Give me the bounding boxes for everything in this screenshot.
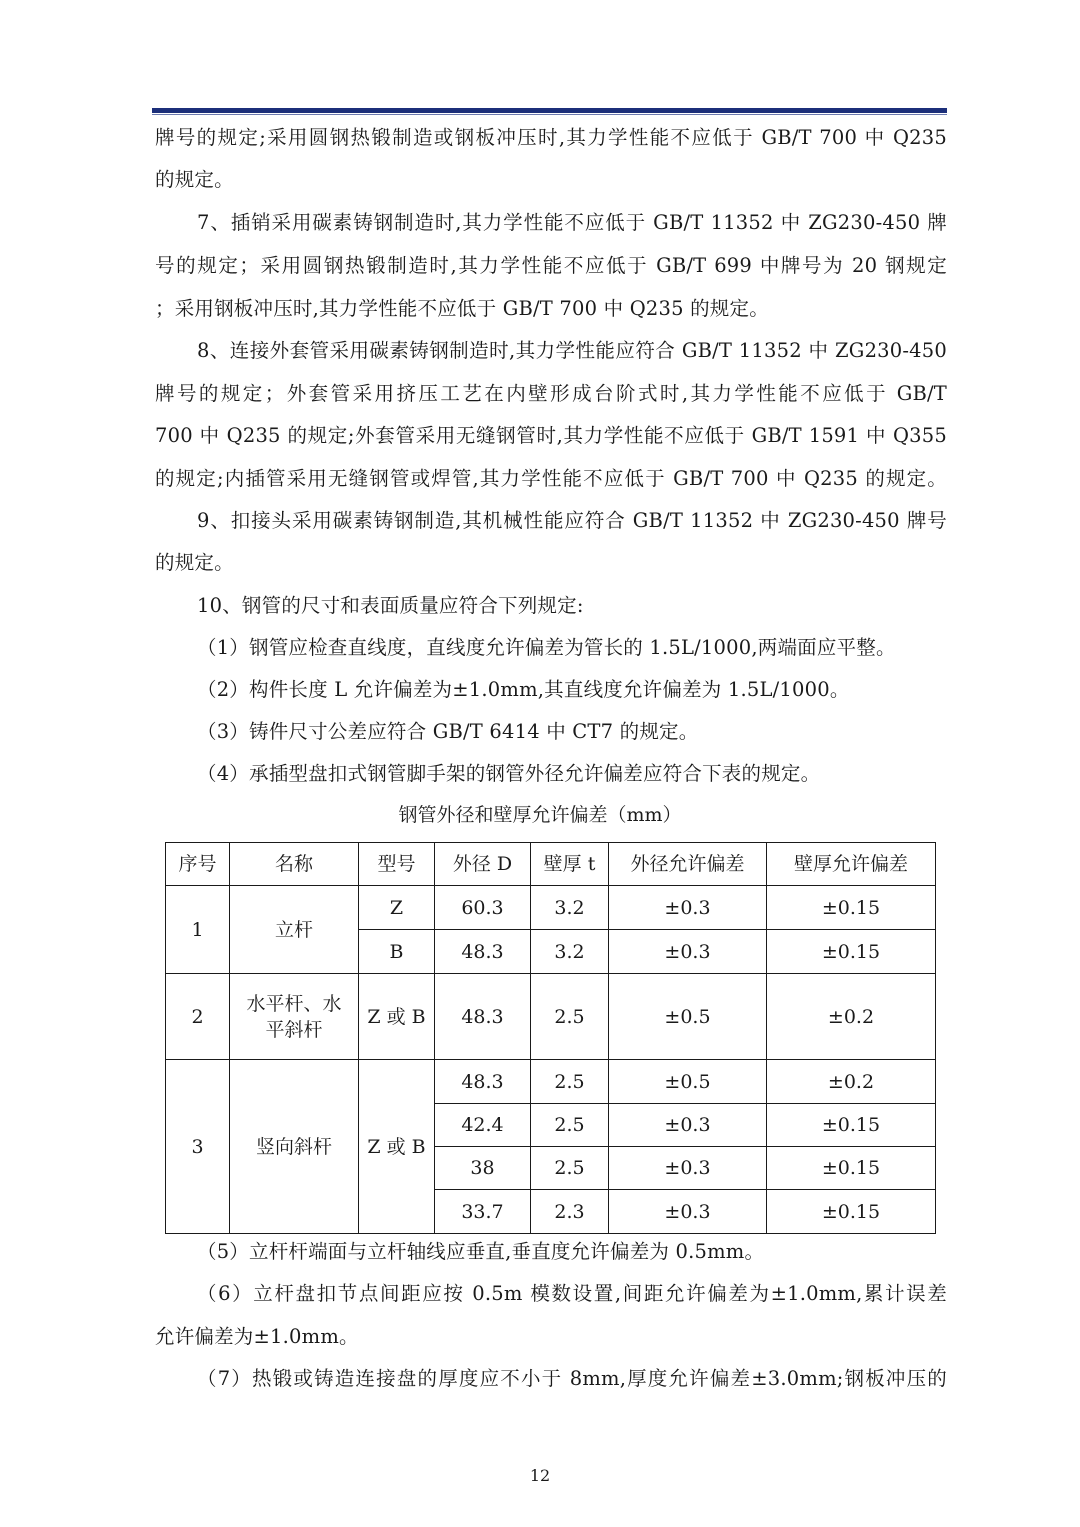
paragraph-line: 的规定。: [155, 551, 234, 574]
thickness-tolerance: ±0.15: [767, 930, 936, 974]
thickness-tolerance: ±0.2: [767, 974, 936, 1060]
paragraph-line: （2）构件长度 L 允许偏差为±1.0mm,其直线度允许偏差为 1.5L/1000。: [197, 678, 850, 701]
thickness-tolerance: ±0.15: [767, 1190, 936, 1234]
paragraph-line: （7）热锻或铸造连接盘的厚度应不小于 8mm,厚度允许偏差±3.0mm;钢板冲压的: [197, 1367, 947, 1390]
member-name: 立杆: [230, 886, 359, 974]
model-type: Z 或 B: [359, 1060, 435, 1234]
row-number: 3: [166, 1060, 230, 1234]
od-tolerance: ±0.3: [609, 1104, 767, 1147]
header-cell: 序号: [166, 843, 230, 886]
outer-diameter: 48.3: [435, 930, 531, 974]
header-cell: 壁厚 t: [531, 843, 609, 886]
thickness-tolerance: ±0.15: [767, 1104, 936, 1147]
od-tolerance: ±0.3: [609, 1190, 767, 1234]
od-tolerance: ±0.3: [609, 1147, 767, 1190]
outer-diameter: 48.3: [435, 1060, 531, 1104]
paragraph-line: （4）承插型盘扣式钢管脚手架的钢管外径允许偏差应符合下表的规定。: [197, 762, 821, 785]
paragraph-line: 700 中 Q235 的规定;外套管采用无缝钢管时,其力学性能不应低于 GB/T 1591 中 Q355: [155, 424, 947, 447]
wall-thickness: 3.2: [531, 930, 609, 974]
wall-thickness: 2.3: [531, 1190, 609, 1234]
model-type: Z 或 B: [359, 974, 435, 1060]
table-row: [166, 1060, 936, 1104]
tolerance-table: [165, 842, 936, 1234]
wall-thickness: 2.5: [531, 1147, 609, 1190]
wall-thickness: 3.2: [531, 886, 609, 930]
od-tolerance: ±0.5: [609, 1060, 767, 1104]
page-number: 12: [529, 1466, 551, 1485]
header-rule: [152, 108, 947, 113]
od-tolerance: ±0.3: [609, 886, 767, 930]
paragraph-line: （1）钢管应检查直线度，直线度允许偏差为管长的 1.5L/1000,两端面应平整。: [197, 636, 896, 659]
header-cell: 壁厚允许偏差: [767, 843, 936, 886]
outer-diameter: 60.3: [435, 886, 531, 930]
row-number: 2: [166, 974, 230, 1060]
member-name: [230, 974, 359, 1060]
od-tolerance: ±0.3: [609, 930, 767, 974]
table-row: [166, 974, 936, 1060]
header-cell: 型号: [359, 843, 435, 886]
paragraph-line: （3）铸件尺寸公差应符合 GB/T 6414 中 CT7 的规定。: [197, 720, 699, 743]
paragraph-line: 牌号的规定;采用圆钢热锻制造或钢板冲压时,其力学性能不应低于 GB/T 700 中 Q235: [155, 126, 947, 149]
paragraph-line: 7、插销采用碳素铸钢制造时,其力学性能不应低于 GB/T 11352 中 ZG230-450 牌: [197, 211, 947, 234]
thickness-tolerance: ±0.2: [767, 1060, 936, 1104]
member-name-line: 水平杆、水: [246, 992, 342, 1015]
paragraph-line: （6）立杆盘扣节点间距应按 0.5m 模数设置,间距允许偏差为±1.0mm,累计误差: [197, 1282, 947, 1305]
paragraph-line: ；采用钢板冲压时,其力学性能不应低于 GB/T 700 中 Q235 的规定。: [155, 297, 769, 320]
header-cell: 名称: [230, 843, 359, 886]
wall-thickness: 2.5: [531, 1104, 609, 1147]
od-tolerance: ±0.5: [609, 974, 767, 1060]
paragraph-line: 的规定;内插管采用无缝钢管或焊管,其力学性能不应低于 GB/T 700 中 Q235 的规定。: [155, 467, 947, 490]
paragraph-line: 牌号的规定；外套管采用挤压工艺在内壁形成台阶式时,其力学性能不应低于 GB/T: [155, 382, 947, 405]
wall-thickness: 2.5: [531, 974, 609, 1060]
paragraph-line: 8、连接外套管采用碳素铸钢制造时,其力学性能应符合 GB/T 11352 中 ZG230-450: [197, 339, 947, 362]
table-row: [166, 886, 936, 930]
wall-thickness: 2.5: [531, 1060, 609, 1104]
thickness-tolerance: ±0.15: [767, 1147, 936, 1190]
paragraph-line: 允许偏差为±1.0mm。: [155, 1325, 359, 1348]
model-type: B: [359, 930, 435, 974]
table-header-row: [166, 843, 936, 886]
row-number: 1: [166, 886, 230, 974]
outer-diameter: 42.4: [435, 1104, 531, 1147]
thickness-tolerance: ±0.15: [767, 886, 936, 930]
outer-diameter: 48.3: [435, 974, 531, 1060]
paragraph-line: 10、钢管的尺寸和表面质量应符合下列规定:: [197, 594, 584, 617]
paragraph-line: （5）立杆杆端面与立杆轴线应垂直,垂直度允许偏差为 0.5mm。: [197, 1240, 765, 1263]
member-name: 竖向斜杆: [230, 1060, 359, 1234]
outer-diameter: 33.7: [435, 1190, 531, 1234]
header-cell: 外径允许偏差: [609, 843, 767, 886]
model-type: Z: [359, 886, 435, 930]
header-cell: 外径 D: [435, 843, 531, 886]
paragraph-line: 号的规定；采用圆钢热锻制造时,其力学性能不应低于 GB/T 699 中牌号为 20 钢规定: [155, 254, 947, 277]
paragraph-line: 9、扣接头采用碳素铸钢制造,其机械性能应符合 GB/T 11352 中 ZG230-450 牌号: [197, 509, 947, 532]
outer-diameter: 38: [435, 1147, 531, 1190]
member-name-line: 平斜杆: [265, 1018, 323, 1041]
table-title: 钢管外径和壁厚允许偏差（mm）: [398, 804, 682, 826]
paragraph-line: 的规定。: [155, 168, 234, 191]
